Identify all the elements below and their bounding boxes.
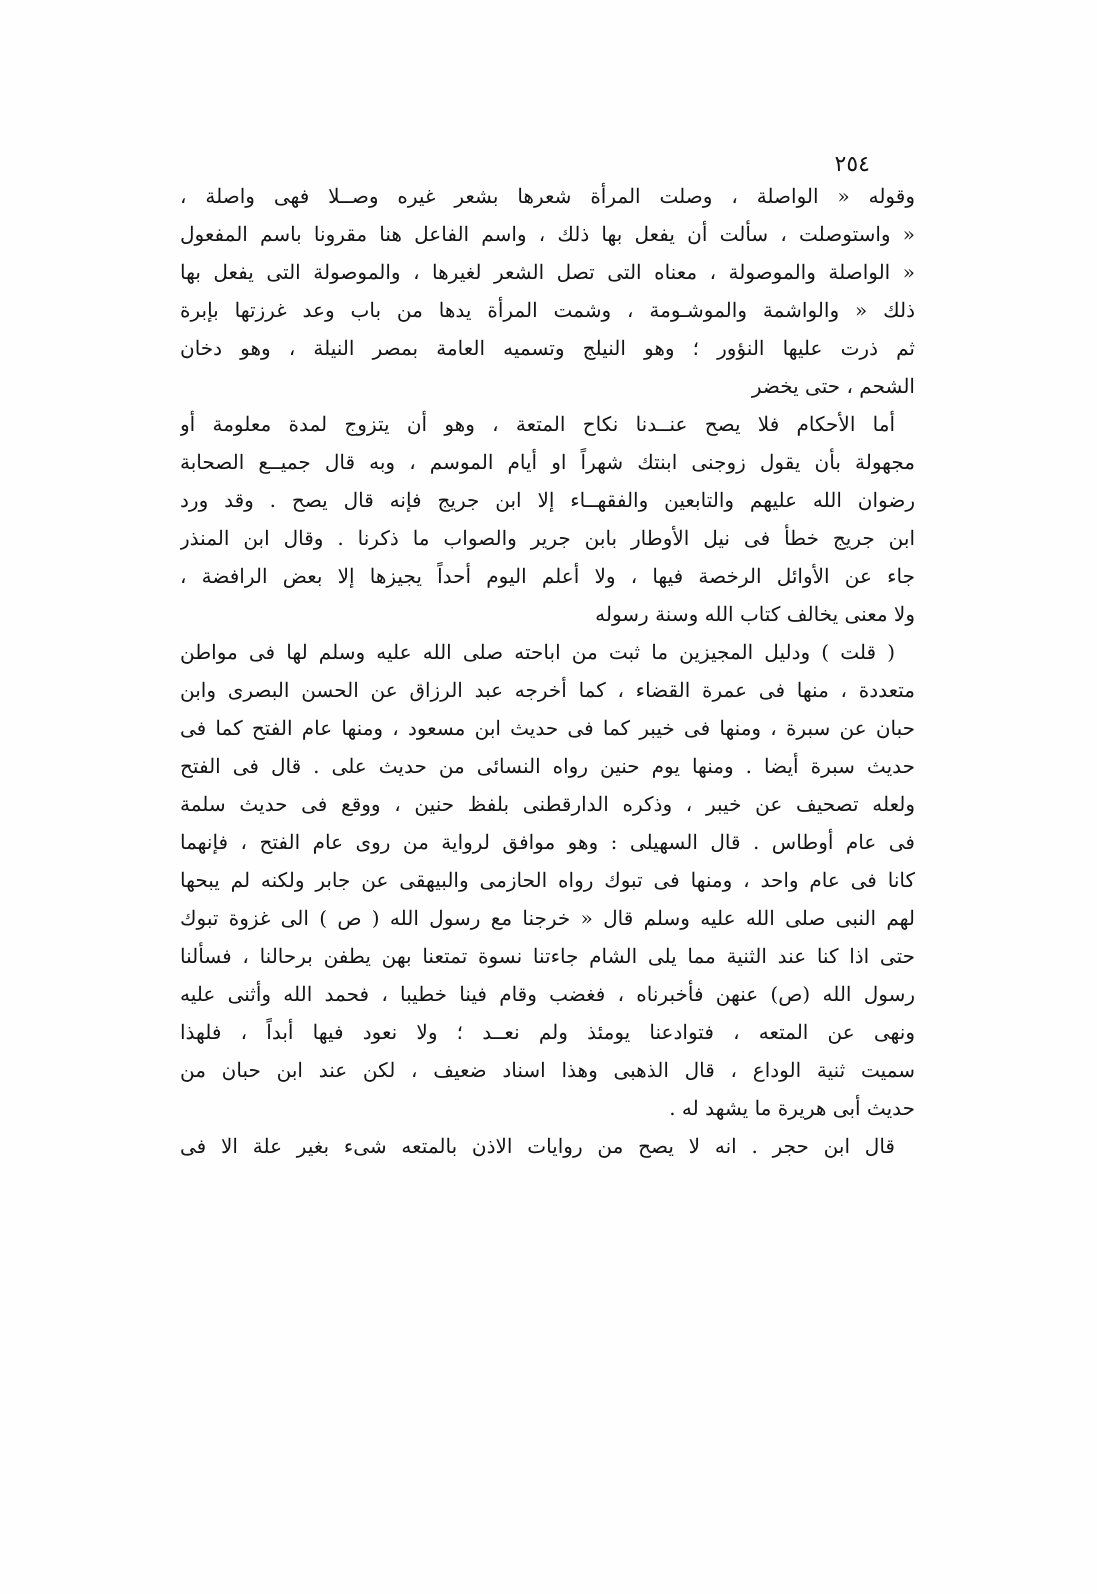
text-line: وقوله « الواصلة ، وصلت المرأة شعرها بشعر غيره وصــلا فهى واصلة ،	[180, 184, 915, 208]
text-line: « الواصلة والموصولة ، معناه التى تصل الشعر لغيرها ، والموصولة التى يفعل بها	[180, 260, 915, 284]
text-line: رضوان الله عليهم والتابعين والفقهــاء إلا ابن جريج فإنه قال يصح . وقد ورد	[180, 488, 915, 512]
text-line: رسول الله (ص) عنهن فأخبرناه ، فغضب وقام فينا خطيبا ، فحمد الله وأثنى عليه	[180, 982, 915, 1006]
text-line: قال ابن حجر . انه لا يصح من روايات الاذن بالمتعه شىء بغير علة الا فى	[180, 1134, 895, 1158]
text-line: ابن جريج خطأ فى نيل الأوطار بابن جرير والصواب ما ذكرنا . وقال ابن المنذر	[180, 526, 915, 550]
text-line: لهم النبى صلى الله عليه وسلم قال « خرجنا مع رسول الله ( ص ) الى غزوة تبوك	[180, 906, 915, 930]
text-line: كانا فى عام واحد ، ومنها فى تبوك رواه الحازمى والبيهقى عن جابر ولكنه لم يبحها	[180, 868, 915, 892]
text-line: أما الأحكام فلا يصح عنــدنا نكاح المتعة ، وهو أن يتزوج لمدة معلومة أو	[180, 412, 895, 436]
text-line: حتى اذا كنا عند الثنية مما يلى الشام جاءتنا نسوة تمتعنا بهن يطفن برحالنا ، فسألنا	[180, 944, 915, 968]
text-line: حبان عن سبرة ، ومنها فى خيبر كما فى حديث ابن مسعود ، ومنها عام الفتح كما فى	[180, 716, 915, 740]
page-number: ٢٥٤	[834, 152, 870, 177]
text-line: الشحم ، حتى يخضر	[751, 374, 915, 398]
text-line: ولا معنى يخالف كتاب الله وسنة رسوله	[595, 602, 915, 626]
text-line: ونهى عن المتعه ، فتوادعنا يومئذ ولم نعــد ؛ ولا نعود فيها أبداً ، فلهذا	[180, 1020, 915, 1044]
text-line: حديث أبى هريرة ما يشهد له .	[669, 1096, 915, 1120]
text-line: « واستوصلت ، سألت أن يفعل بها ذلك ، واسم الفاعل هنا مقرونا باسم المفعول	[180, 222, 915, 246]
body-text	[180, 177, 915, 1165]
text-line: فى عام أوطاس . قال السهيلى : وهو موافق لرواية من روى عام الفتح ، فإنهما	[180, 830, 915, 854]
text-line: ذلك « والواشمة والموشـومة ، وشمت المرأة يدها من باب وعد غرزتها بإبرة	[180, 298, 915, 322]
text-line: سميت ثنية الوداع ، قال الذهبى وهذا اسناد ضعيف ، لكن عند ابن حبان من	[180, 1058, 915, 1082]
text-line: جاء عن الأوائل الرخصة فيها ، ولا أعلم اليوم أحداً يجيزها إلا بعض الرافضة ،	[180, 564, 915, 588]
text-line: متعددة ، منها فى عمرة القضاء ، كما أخرجه عبد الرزاق عن الحسن البصرى وابن	[180, 678, 915, 702]
text-line: مجهولة بأن يقول زوجنى ابنتك شهراً او أيام الموسم ، وبه قال جميــع الصحابة	[180, 450, 915, 474]
text-line: ولعله تصحيف عن خيبر ، وذكره الدارقطنى بلفظ حنين ، ووقع فى حديث سلمة	[180, 792, 915, 816]
text-line: ثم ذرت عليها النؤور ؛ وهو النيلج وتسميه العامة بمصر النيلة ، وهو دخان	[180, 336, 915, 360]
text-line: ( قلت ) ودليل المجيزين ما ثبت من اباحته صلى الله عليه وسلم لها فى مواطن	[180, 640, 895, 664]
text-line: حديث سبرة أيضا . ومنها يوم حنين رواه النسائى من حديث على . قال فى الفتح	[180, 754, 915, 778]
